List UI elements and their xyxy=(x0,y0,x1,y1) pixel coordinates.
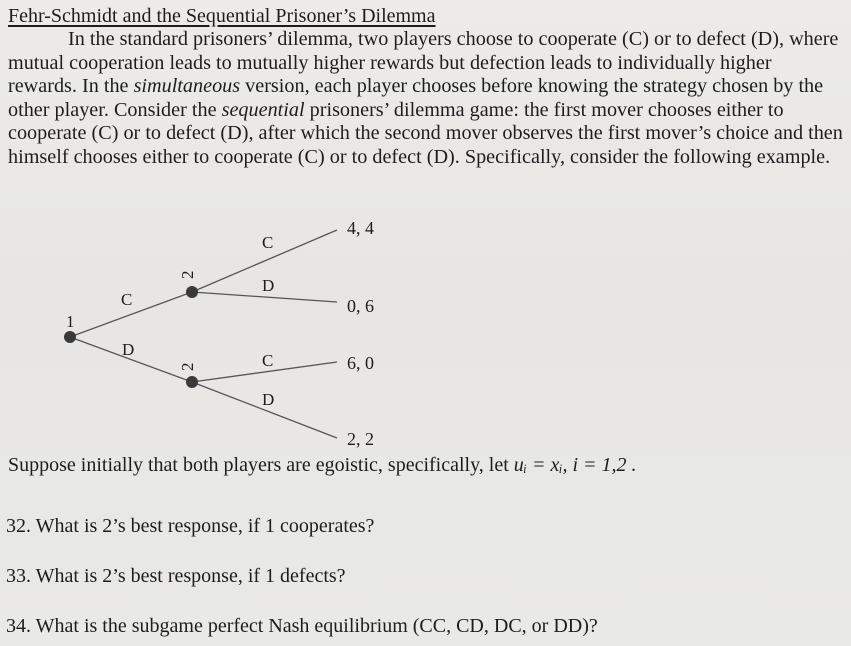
upper-action-defect: D xyxy=(262,276,275,295)
lower-decision-node xyxy=(186,376,198,388)
paragraph-emphasis-simultaneous: simultaneous xyxy=(133,75,241,98)
utility-formula: uᵢ = xᵢ, i = 1,2 . xyxy=(513,454,637,476)
intro-paragraph xyxy=(8,28,844,170)
payoff-cc: 4, 4 xyxy=(347,218,374,238)
paragraph-text-2: version, each player chooses before knowing the strategy chosen by the other player. Consider the xyxy=(8,75,824,121)
question-32: 32. What is 2’s best response, if 1 cooperates? xyxy=(6,515,375,537)
root-action-defect: D xyxy=(122,340,135,359)
lower-action-cooperate: C xyxy=(262,351,274,370)
root-player-label: 1 xyxy=(66,312,75,331)
assumption-text: Suppose initially that both players are egoistic, specifically, let xyxy=(8,454,514,476)
paragraph-text-1: In the standard prisoners’ dilemma, two players choose to cooperate (C) or to defect (D), where mutual cooperation leads to mutually higher rewards but defection leads to individually higher rewards. In the xyxy=(8,28,839,98)
section-title: Fehr-Schmidt and the Sequential Prisoner’s Dilemma xyxy=(8,5,436,27)
question-33: 33. What is 2’s best response, if 1 defects? xyxy=(6,565,346,587)
paragraph-emphasis-sequential: sequential xyxy=(221,98,305,121)
lower-action-defect: D xyxy=(262,390,275,409)
upper-decision-node xyxy=(186,286,198,298)
assumption-sentence xyxy=(8,454,637,477)
root-action-cooperate: C xyxy=(121,290,133,309)
root-node xyxy=(64,331,76,343)
upper-player-label: 2 xyxy=(178,270,197,279)
lower-player-label: 2 xyxy=(178,362,197,371)
paragraph-text-3: prisoners’ dilemma game: the first mover chooses either to cooperate (C) or to defect (D), after which the second mover observes the first mover’s choice and then himself chooses either to cooperate (C) or to defect (D). Specifically, consider the following example. xyxy=(8,98,843,168)
question-34: 34. What is the subgame perfect Nash equilibrium (CC, CD, DC, or DD)? xyxy=(6,615,598,637)
payoff-cd: 0, 6 xyxy=(347,296,374,316)
upper-action-cooperate: C xyxy=(262,233,274,252)
payoff-dd: 2, 2 xyxy=(347,429,374,449)
payoff-dc: 6, 0 xyxy=(347,353,374,373)
game-tree-diagram xyxy=(0,210,460,456)
